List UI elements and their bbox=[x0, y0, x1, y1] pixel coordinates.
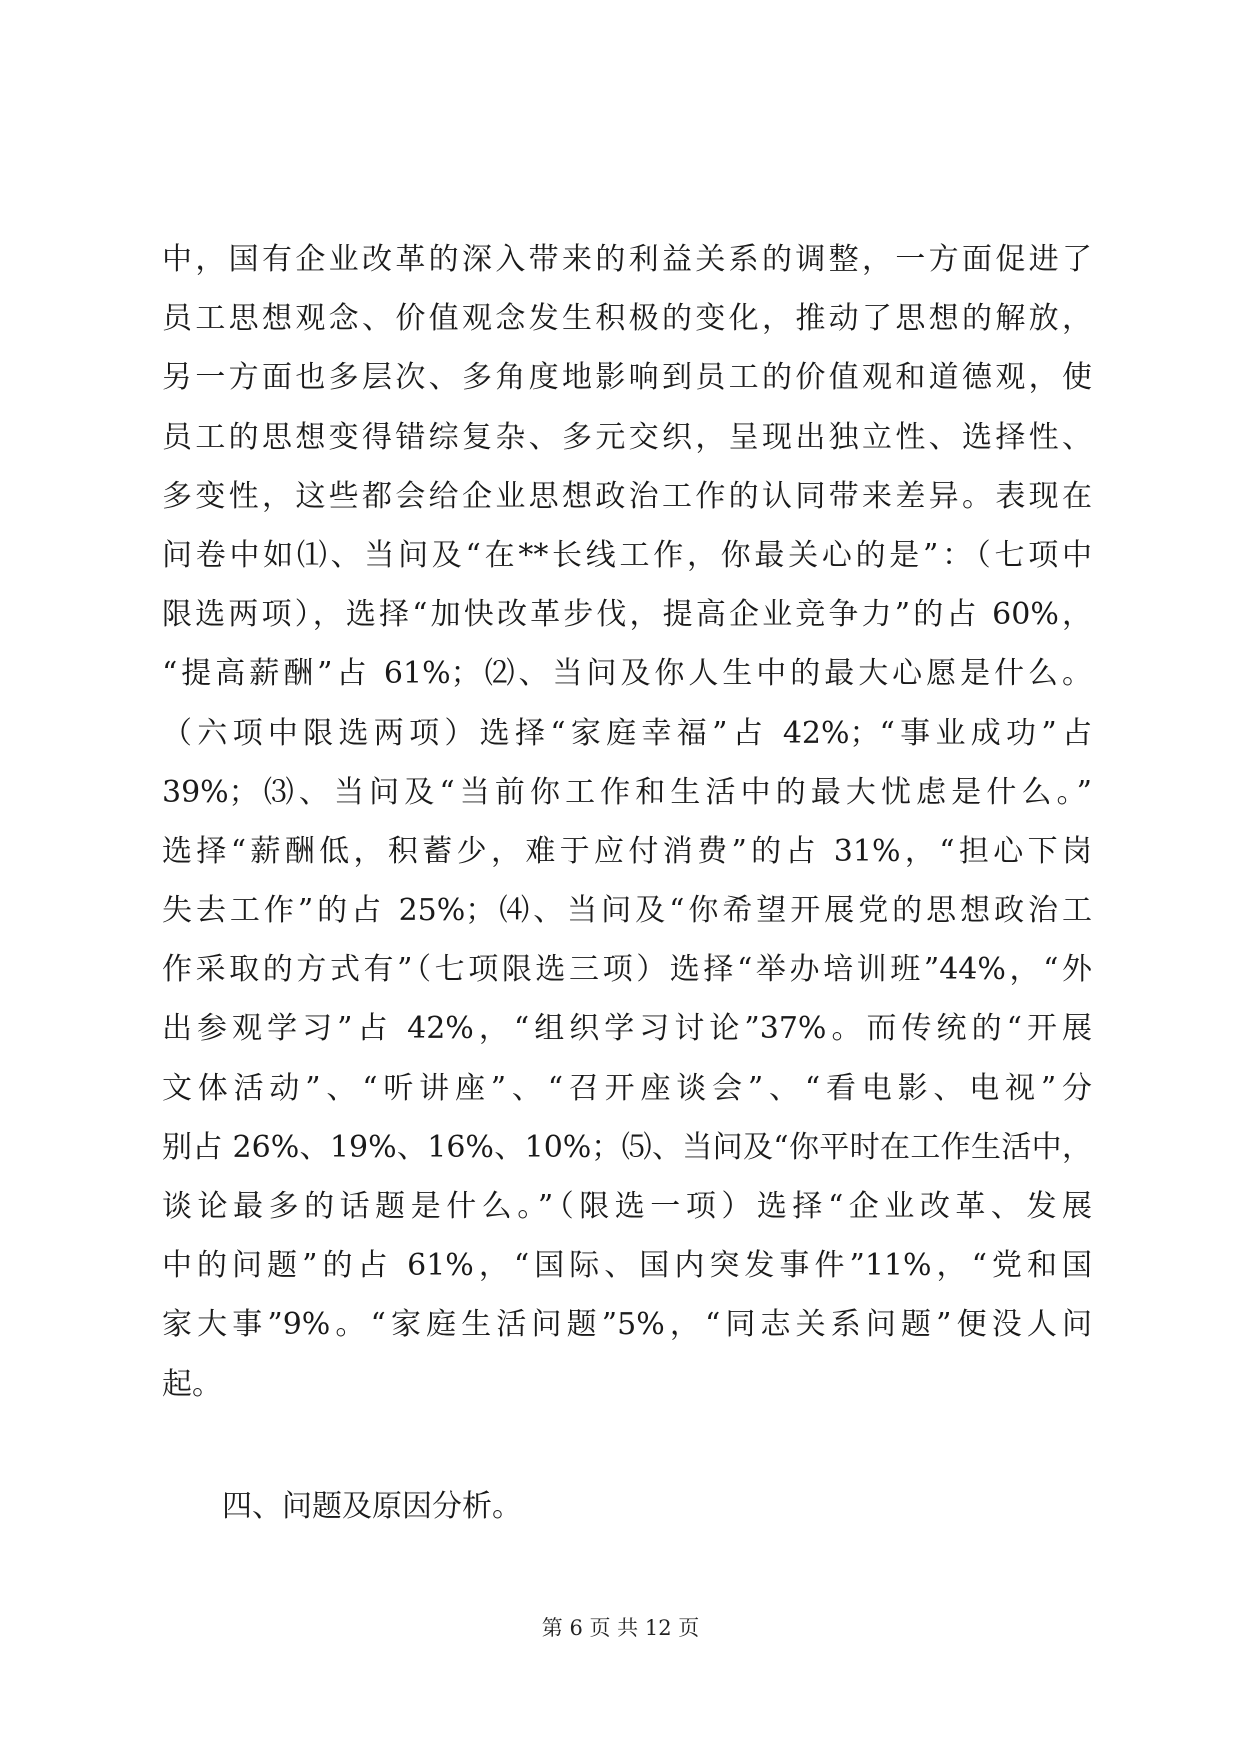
text-line: 问卷中如⑴、当问及“在**长线工作，你最关心的是”：（七项中 bbox=[162, 537, 1092, 573]
text-line: 多变性，这些都会给企业思想政治工作的认同带来差异。表现在 bbox=[162, 478, 1092, 514]
text-line: 中，国有企业改革的深入带来的利益关系的调整，一方面促进了 bbox=[162, 242, 1092, 277]
text-line: 谈论最多的话题是什么。”（限选一项）选择“企业改革、发展 bbox=[162, 1189, 1092, 1224]
text-line: 别占 26%、19%、16%、10%；⑸、当问及“你平时在工作生活中， bbox=[162, 1129, 1092, 1165]
text-line: 39%；⑶、当问及“当前你工作和生活中的最大忧虑是什么。” bbox=[162, 774, 1092, 810]
text-line: 另一方面也多层次、多角度地影响到员工的价值观和道德观，使 bbox=[162, 360, 1092, 396]
text-line: 选择“薪酬低，积蓄少，难于应付消费”的占 31%，“担心下岗 bbox=[162, 833, 1092, 869]
text-line: 出参观学习”占 42%，“组织学习讨论”37%。而传统的“开展 bbox=[162, 1011, 1092, 1047]
body-paragraph bbox=[162, 230, 1092, 1414]
text-line: 员工的思想变得错综复杂、多元交织，呈现出独立性、选择性、 bbox=[162, 419, 1092, 455]
text-line: 限选两项），选择“加快改革步伐，提高企业竞争力”的占 60%， bbox=[162, 597, 1092, 633]
text-line: 失去工作”的占 25%；⑷、当问及“你希望开展党的思想政治工 bbox=[162, 893, 1092, 929]
text-line: 员工思想观念、价值观念发生积极的变化，推动了思想的解放， bbox=[162, 301, 1092, 337]
text-line: （六项中限选两项）选择“家庭幸福”占 42%；“事业成功”占 bbox=[162, 715, 1092, 751]
text-line: 家大事”9%。“家庭生活问题”5%，“同志关系问题”便没人问 bbox=[162, 1307, 1092, 1343]
page-number-footer: 第 6 页 共 12 页 bbox=[541, 1616, 700, 1640]
text-line: 起。 bbox=[162, 1366, 222, 1402]
text-line: “提高薪酬”占 61%；⑵、当问及你人生中的最大心愿是什么。 bbox=[162, 656, 1092, 692]
text-line: 文体活动”、“听讲座”、“召开座谈会”、“看电影、电视”分 bbox=[162, 1070, 1092, 1106]
text-line: 中的问题”的占 61%，“国际、国内突发事件”11%，“党和国 bbox=[162, 1248, 1092, 1284]
text-line: 作采取的方式有”（七项限选三项）选择“举办培训班”44%，“外 bbox=[162, 952, 1092, 988]
section-heading: 四、问题及原因分析。 bbox=[222, 1489, 522, 1524]
